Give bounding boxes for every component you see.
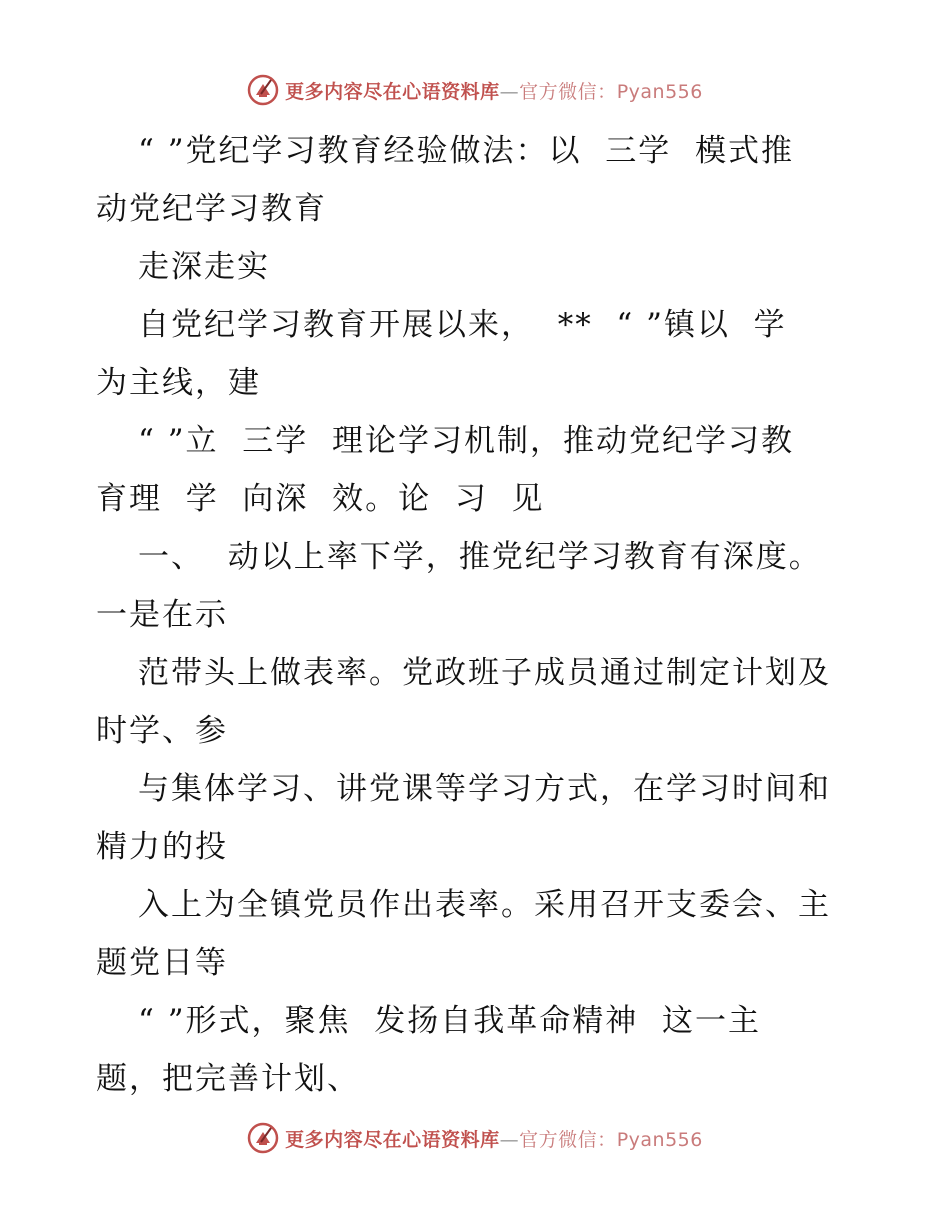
text-line: 自党纪学习教育开展以来， ** “ ”镇以 学 xyxy=(138,307,787,343)
text-line: “ ”立 三学 理论学习机制，推动党纪学习教 xyxy=(138,423,794,459)
header-banner xyxy=(0,70,950,110)
document-body xyxy=(96,122,856,1108)
banner-wechat-label: 官方微信： xyxy=(519,80,617,103)
banner-wechat-id: Pyan556 xyxy=(616,1128,703,1151)
text-line: 与集体学习、讲党课等学习方式，在学习时间和 xyxy=(138,771,831,807)
banner-site-name: 更多内容尽在心语资料库 xyxy=(285,1128,500,1151)
text-line: 为主线，建 xyxy=(96,365,261,401)
text-line: 一、 动以上率下学，推党纪学习教育有深度。 xyxy=(138,539,822,575)
text-line: 动党纪学习教育 xyxy=(96,191,327,227)
banner-dash: — xyxy=(499,1128,520,1151)
text-line: 精力的投 xyxy=(96,829,228,865)
text-line: “ ”形式，聚焦 发扬自我革命精神 这一主 xyxy=(138,1003,761,1039)
banner-dash: — xyxy=(499,80,520,103)
banner-text xyxy=(285,77,703,104)
text-line: 一是在示 xyxy=(96,597,228,633)
book-quill-logo-icon xyxy=(247,1122,279,1154)
footer-banner xyxy=(0,1118,950,1158)
book-quill-logo-icon xyxy=(247,74,279,106)
text-line: 范带头上做表率。党政班子成员通过制定计划及 xyxy=(138,655,831,691)
text-line: “ ”党纪学习教育经验做法：以 三学 模式推 xyxy=(138,133,794,169)
text-line: 走深走实 xyxy=(138,249,270,285)
text-line: 育理 学 向深 效。论 习 见 xyxy=(96,481,545,517)
text-line: 题党日等 xyxy=(96,945,228,981)
banner-text xyxy=(285,1125,703,1152)
banner-site-name: 更多内容尽在心语资料库 xyxy=(285,80,500,103)
text-line: 入上为全镇党员作出表率。采用召开支委会、主 xyxy=(138,887,831,923)
text-line: 题，把完善计划、 xyxy=(96,1061,360,1097)
text-line: 时学、参 xyxy=(96,713,228,749)
banner-wechat-label: 官方微信： xyxy=(519,1128,617,1151)
banner-wechat-id: Pyan556 xyxy=(616,80,703,103)
